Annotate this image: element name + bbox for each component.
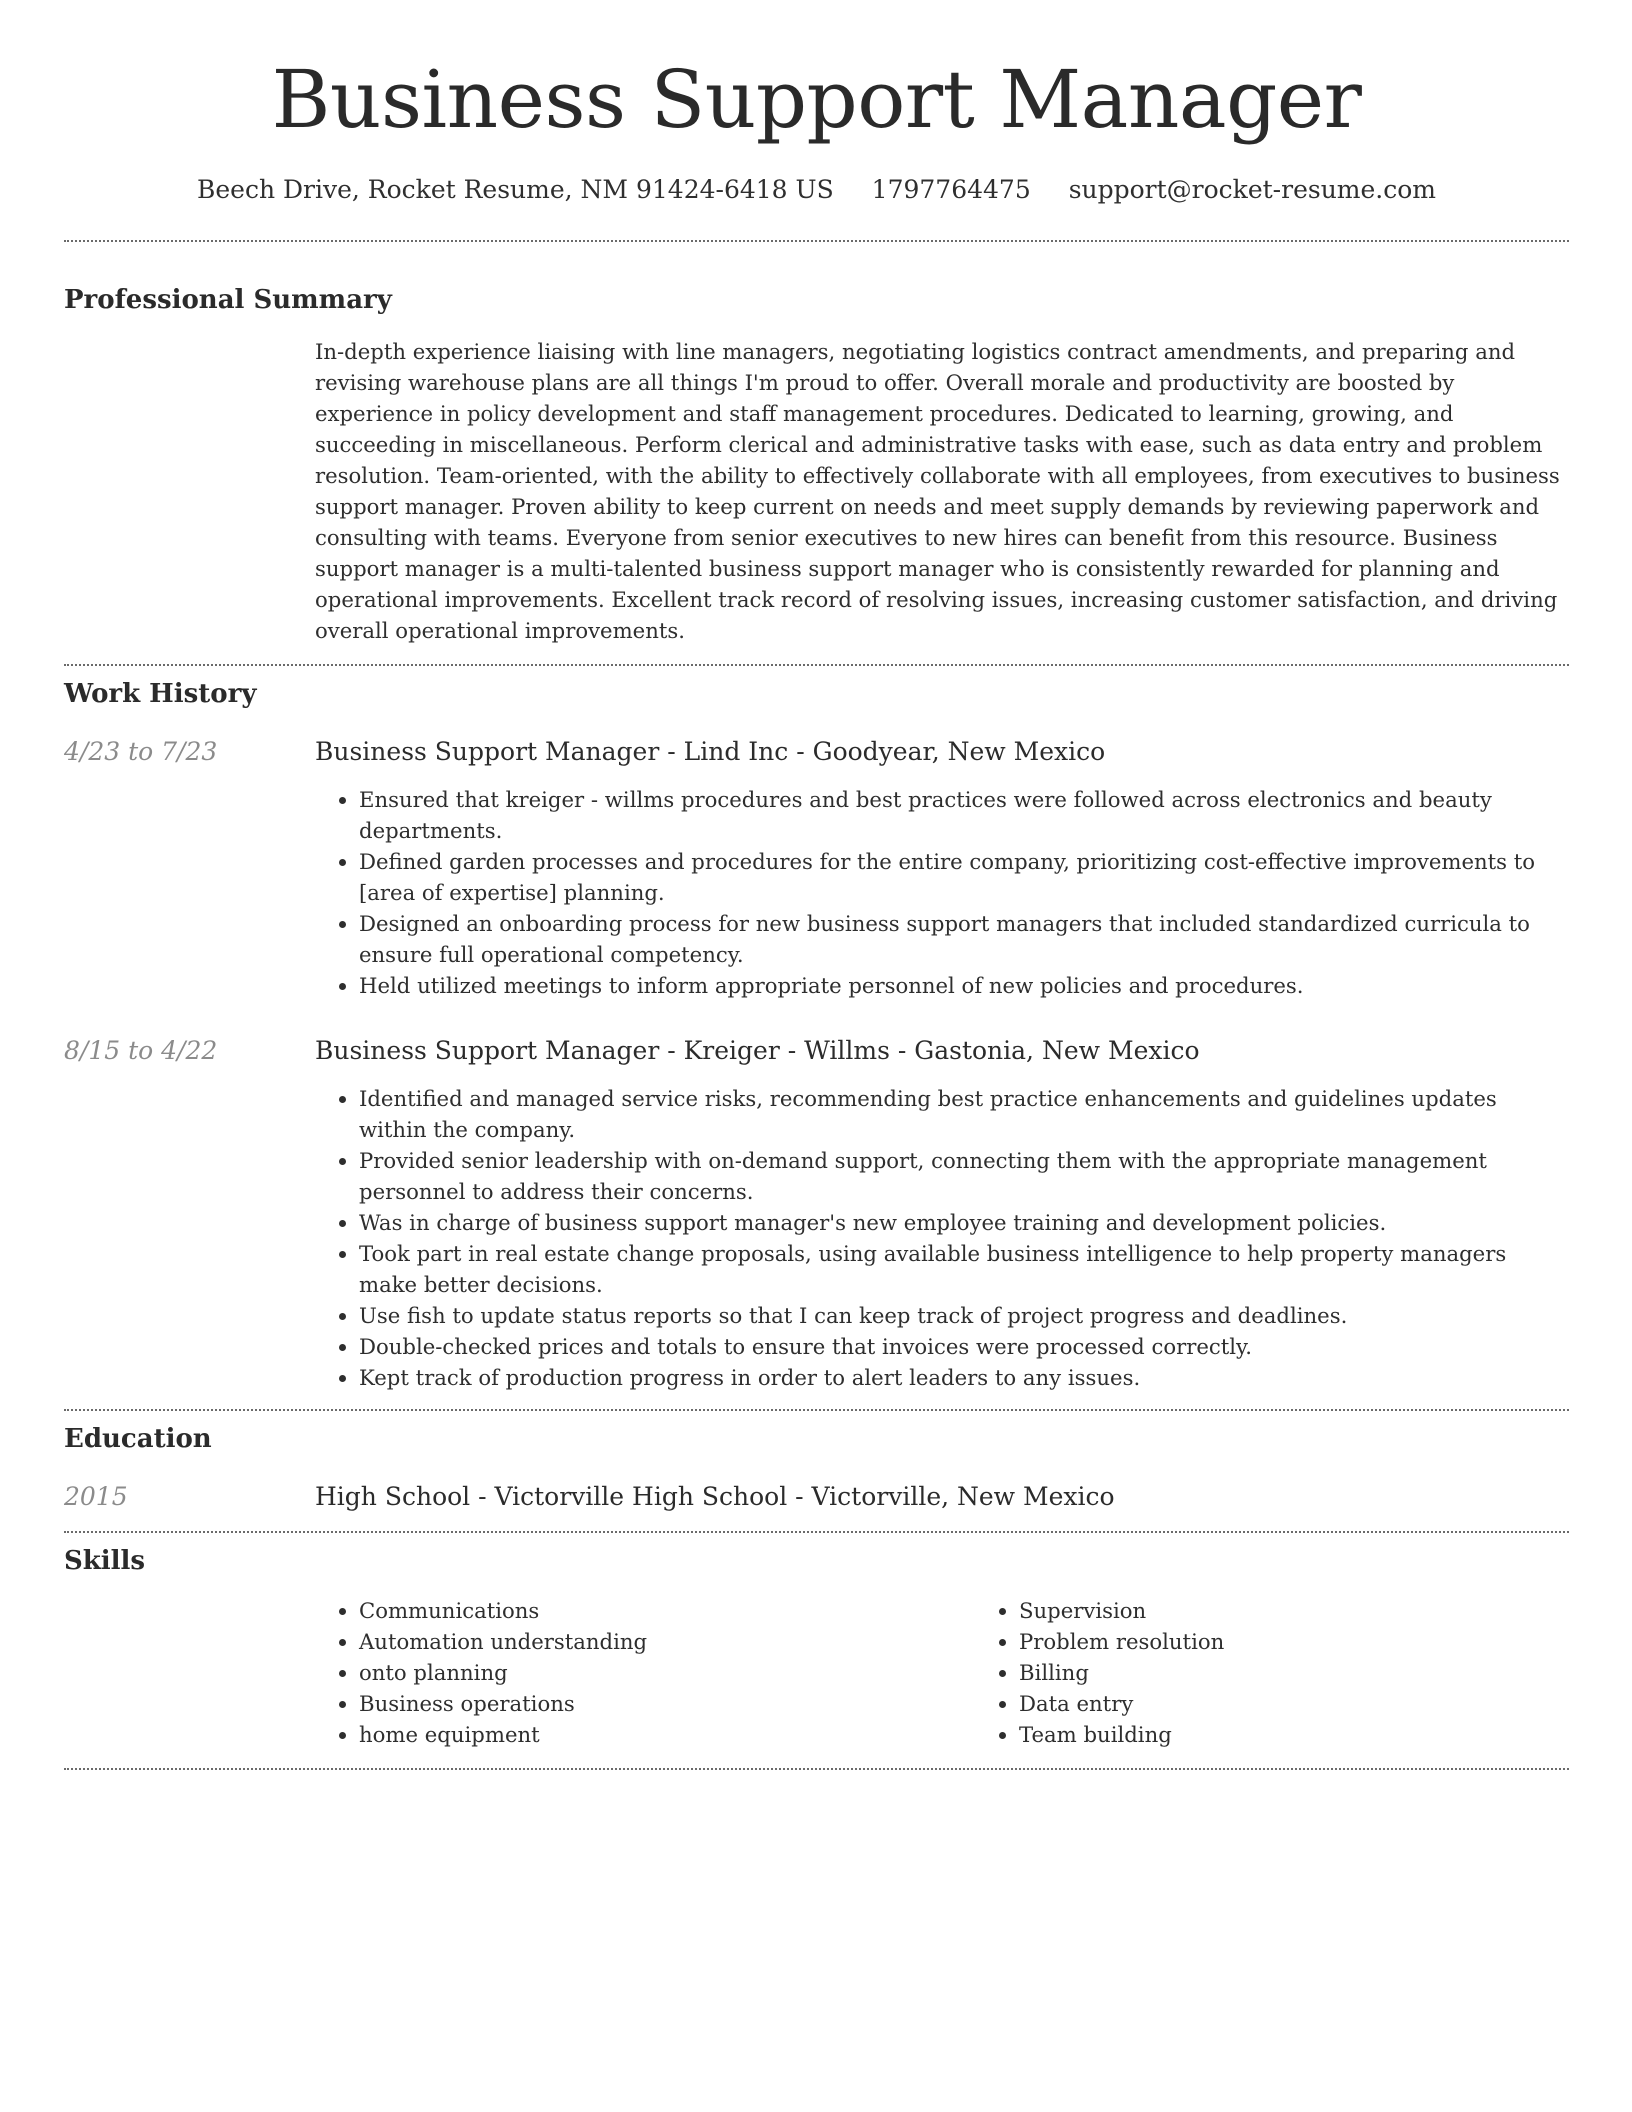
job-entry [64, 1035, 1569, 1393]
list-item: • Held utilized meetings to inform appropriate personnel of new policies and procedures. [359, 970, 1569, 1001]
list-item: • Defined garden processes and procedures for the entire company, prioritizing cost-effective improvements to [area of expertise] planning. [359, 846, 1569, 908]
address: Beech Drive, Rocket Resume, NM 91424-6418 US [196, 175, 834, 204]
skill-item: • Team building [1019, 1719, 1619, 1750]
list-item: • Use fish to update status reports so that I can keep track of project progress and deadlines. [359, 1300, 1569, 1331]
job-dates: 4/23 to 7/23 [64, 737, 218, 766]
phone: 1797764475 [871, 175, 1031, 204]
divider [64, 1409, 1569, 1411]
section-title-work: Work History [64, 679, 257, 709]
education-year: 2015 [64, 1482, 128, 1511]
list-item: • Double-checked prices and totals to ensure that invoices were processed correctly. [359, 1331, 1569, 1362]
skill-item: • home equipment [359, 1719, 975, 1750]
list-item: • Provided senior leadership with on-demand support, connecting them with the appropriate management personnel to address their concerns. [359, 1145, 1569, 1207]
skill-item: • Automation understanding [359, 1626, 975, 1657]
divider [64, 664, 1569, 666]
section-title-skills: Skills [64, 1546, 146, 1576]
skill-item: • onto planning [359, 1657, 975, 1688]
divider [64, 1531, 1569, 1533]
list-item: • Kept track of production progress in order to alert leaders to any issues. [359, 1362, 1569, 1393]
divider [64, 240, 1569, 242]
section-title-summary: Professional Summary [64, 285, 392, 315]
skill-item: • Data entry [1019, 1688, 1619, 1719]
section-title-education: Education [64, 1424, 212, 1454]
skill-item: • Communications [359, 1595, 975, 1626]
job-dates: 8/15 to 4/22 [64, 1036, 218, 1065]
skill-item: • Problem resolution [1019, 1626, 1619, 1657]
list-item: • Took part in real estate change proposals, using available business intelligence to help property managers make better decisions. [359, 1238, 1569, 1300]
skills-list-left [315, 1595, 975, 1750]
summary-text: In-depth experience liaising with line managers, negotiating logistics contract amendments, and preparing and revising warehouse plans are all things I'm proud to offer. Overall morale and productivity are boosted by experience in policy development and staff management procedures. Dedicated to learning, growing, and succeeding in miscellaneous. Perform clerical and administrative tasks with ease, such as data entry and problem resolution. Team-oriented, with the ability to effectively collaborate with all employees, from executives to business support manager. Proven ability to keep current on needs and meet supply demands by reviewing paperwork and consulting with teams. Everyone from senior executives to new hires can benefit from this resource. Business support manager is a multi-talented business support manager who is consistently rewarded for planning and operational improvements. Excellent track record of resolving issues, increasing customer satisfaction, and driving overall operational improvements. [315, 339, 1560, 643]
skill-item: • Billing [1019, 1657, 1619, 1688]
list-item: • Was in charge of business support manager's new employee training and development policies. [359, 1207, 1569, 1238]
list-item: • Identified and managed service risks, recommending best practice enhancements and guidelines updates within the company. [359, 1083, 1569, 1145]
contact-line [64, 174, 1569, 206]
job-bullets [315, 784, 1569, 1001]
candidate-name: Business Support Manager [271, 53, 1362, 146]
skills-section [64, 1545, 1569, 1750]
skill-item: • Supervision [1019, 1595, 1619, 1626]
skills-list-right [975, 1595, 1619, 1750]
skill-item: • Business operations [359, 1688, 975, 1719]
list-item: • Ensured that kreiger - willms procedures and best practices were followed across electronics and beauty departments. [359, 784, 1569, 846]
divider [64, 1768, 1569, 1770]
education-heading: High School - Victorville High School - Victorville, New Mexico [315, 1482, 1115, 1511]
job-heading: Business Support Manager - Lind Inc - Goodyear, New Mexico [315, 737, 1106, 766]
education-entry [64, 1481, 1569, 1513]
education-section [64, 1423, 1569, 1513]
summary-section [64, 284, 1569, 646]
email: support@rocket-resume.com [1068, 175, 1436, 204]
job-entry [64, 736, 1569, 1001]
job-bullets [315, 1083, 1569, 1393]
resume-page [64, 0, 1569, 1770]
list-item: • Designed an onboarding process for new business support managers that included standardized curricula to ensure full operational competency. [359, 908, 1569, 970]
job-heading: Business Support Manager - Kreiger - Willms - Gastonia, New Mexico [315, 1036, 1200, 1065]
work-history-section [64, 678, 1569, 1393]
